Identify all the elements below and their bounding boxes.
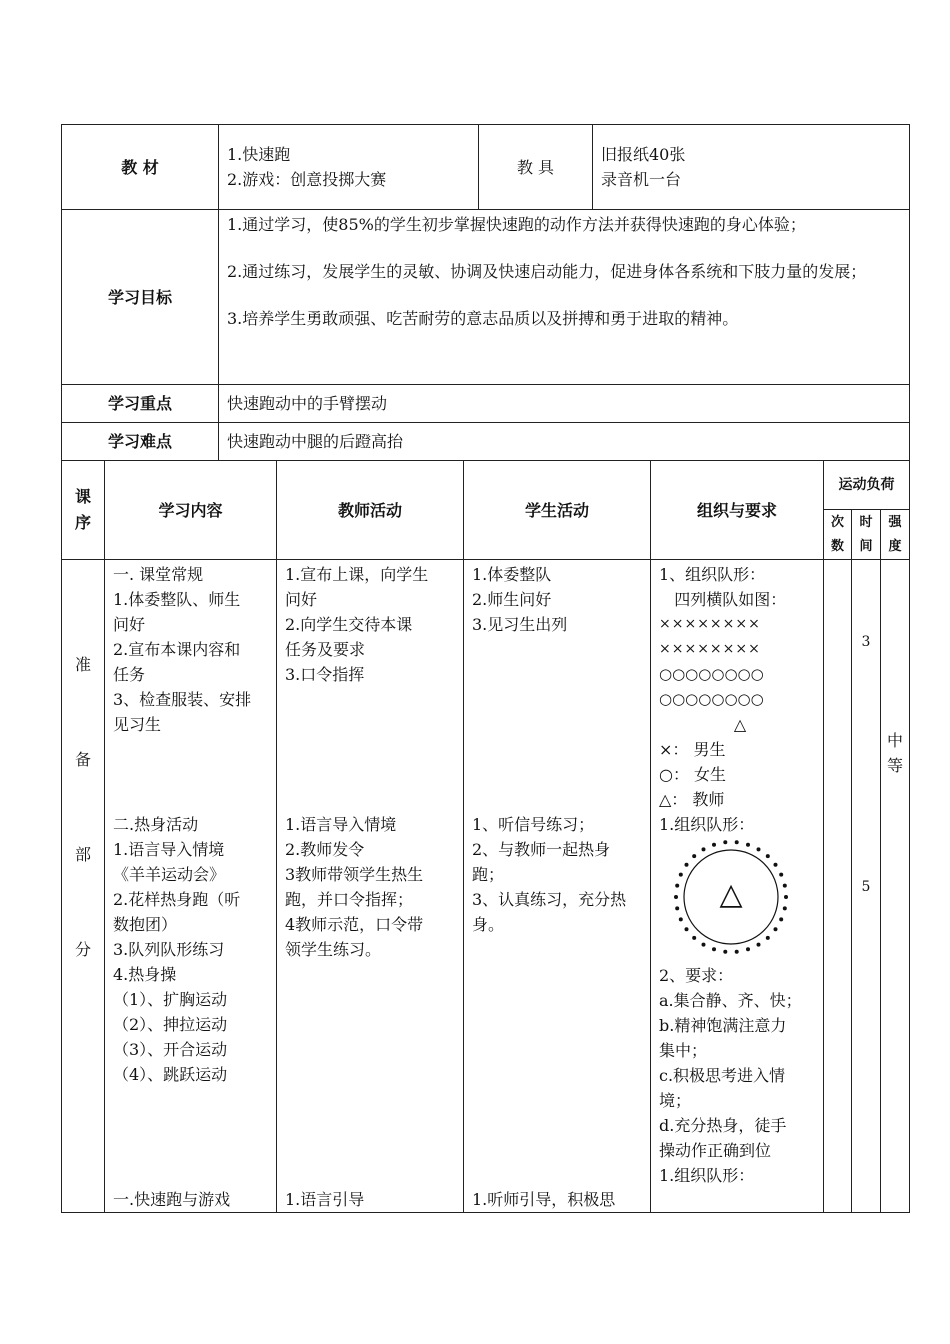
req-line: 操动作正确到位 — [659, 1141, 772, 1160]
section-label-char: 准 — [74, 655, 91, 674]
circle-formation-diagram — [669, 837, 799, 957]
student-dot — [679, 917, 683, 921]
teacher-line: 1.宣布上课，向学生 — [285, 565, 429, 584]
col-org: 组织与要求 — [651, 461, 824, 560]
col-intensity — [881, 510, 910, 560]
student-line: 1.体委整队 — [472, 565, 552, 584]
goal-item: 2.通过练习，发展学生的灵敏、协调及快速启动能力，促进身体各系统和下肢力量的发展； — [227, 262, 867, 281]
student-dot — [783, 906, 787, 910]
student-dot — [784, 895, 788, 899]
req-line: b.精神饱满注意力 — [659, 1016, 787, 1035]
content-line: 一. 课堂常规 — [113, 565, 204, 584]
material-line: 1.快速跑 — [227, 145, 291, 164]
req-line: 集中； — [659, 1041, 708, 1060]
student-dot — [692, 854, 696, 858]
goals-cell — [219, 210, 910, 385]
content-line: 数抱团） — [113, 915, 178, 934]
teacher-line: 问好 — [285, 590, 318, 609]
material-label: 教 材 — [62, 125, 219, 210]
student-dot — [675, 906, 679, 910]
equipment-label: 教 具 — [479, 125, 593, 210]
org-line: 1、组织队形： — [659, 565, 766, 584]
col-duration-label: 时间 — [859, 514, 873, 554]
equipment-cell — [593, 125, 910, 210]
student-line: 2、与教师一起热身 — [472, 840, 611, 859]
student-dot — [712, 843, 716, 847]
formation-row: ○○○○○○○○ — [659, 665, 764, 683]
student-dot — [723, 840, 727, 844]
content-line: （3）、开合运动 — [113, 1040, 228, 1059]
times-cell — [824, 560, 852, 1213]
lesson-process-table — [61, 460, 910, 1213]
org-line: 1.组织队形： — [659, 1166, 755, 1185]
section-label-char: 部 — [74, 845, 91, 864]
req-line: c.积极思考进入情 — [659, 1066, 786, 1085]
student-line: 3.见习生出列 — [472, 615, 568, 634]
content-cell — [105, 560, 277, 1213]
student-dot — [675, 884, 679, 888]
teacher-cell — [277, 560, 464, 1213]
req-line: 境； — [659, 1091, 692, 1110]
student-line: 2.师生问好 — [472, 590, 552, 609]
teacher-line: 1.语言引导 — [285, 1190, 365, 1209]
col-times-label: 次数 — [830, 514, 844, 554]
org-cell — [651, 560, 824, 1213]
content-line: 1.体委整队、师生 — [113, 590, 241, 609]
student-cell — [464, 560, 651, 1213]
req-line: a.集合静、齐、快； — [659, 991, 802, 1010]
student-dot — [692, 936, 696, 940]
teacher-line: 领学生练习。 — [285, 940, 382, 959]
equipment-line: 录音机一台 — [601, 170, 682, 189]
teacher-line: 2.教师发令 — [285, 840, 365, 859]
org-line: 四列横队如图： — [659, 590, 787, 609]
section-label-char: 分 — [74, 940, 91, 959]
lesson-info-table — [61, 124, 910, 461]
col-student: 学生活动 — [464, 461, 651, 560]
content-line: 问好 — [113, 615, 146, 634]
student-line: 3、认真练习，充分热 — [472, 890, 627, 909]
content-line: 2.宣布本课内容和 — [113, 640, 241, 659]
formation-teacher: △ — [733, 715, 747, 734]
duration-value: 5 — [861, 879, 871, 895]
content-line: 3、检查服装、安排 — [113, 690, 252, 709]
student-dot — [735, 840, 739, 844]
key-label: 学习重点 — [62, 385, 219, 423]
student-dot — [774, 863, 778, 867]
intensity-char: 中 — [886, 731, 903, 750]
intensity-cell — [881, 560, 910, 1213]
equipment-line: 旧报纸40张 — [601, 145, 686, 164]
teacher-line: 3.口令指挥 — [285, 665, 365, 684]
col-order — [62, 461, 105, 560]
section-label-char: 备 — [74, 750, 91, 769]
material-cell — [219, 125, 479, 210]
content-line: 2.花样热身跑（听 — [113, 890, 241, 909]
content-line: 3.队列队形练习 — [113, 940, 225, 959]
content-line: 二.热身活动 — [113, 815, 199, 834]
org-line: 1.组织队形： — [659, 815, 755, 834]
difficulty-label: 学习难点 — [62, 423, 219, 461]
content-line: 一.快速跑与游戏 — [113, 1190, 231, 1209]
col-teacher: 教师活动 — [277, 461, 464, 560]
goals-label: 学习目标 — [62, 210, 219, 385]
goal-item: 1.通过学习，使85%的学生初步掌握快速跑的动作方法并获得快速跑的身心体验； — [227, 215, 806, 234]
content-line: （4）、跳跃运动 — [113, 1065, 228, 1084]
req-line: 2、要求： — [659, 966, 734, 985]
student-dot — [779, 873, 783, 877]
material-line: 2.游戏：创意投掷大赛 — [227, 170, 387, 189]
student-dot — [723, 950, 727, 954]
col-duration — [852, 510, 881, 560]
formation-row: ×××××××× — [659, 616, 761, 632]
col-content: 学习内容 — [105, 461, 277, 560]
legend-line: ○： 女生 — [659, 765, 727, 784]
req-line: d.充分热身，徒手 — [659, 1116, 787, 1135]
student-line: 身。 — [472, 915, 505, 934]
content-line: 《羊羊运动会》 — [113, 865, 226, 884]
student-dot — [779, 917, 783, 921]
student-line: 1.听师引导，积极思 — [472, 1190, 616, 1209]
student-dot — [702, 847, 706, 851]
student-dot — [702, 943, 706, 947]
student-dot — [766, 936, 770, 940]
teacher-line: 1.语言导入情境 — [285, 815, 397, 834]
teacher-line: 3教师带领学生热生 — [285, 865, 424, 884]
formation-row: ○○○○○○○○ — [659, 690, 764, 708]
content-line: （1）、扩胸运动 — [113, 990, 228, 1009]
col-times — [824, 510, 852, 560]
student-dot — [685, 927, 689, 931]
teacher-line: 跑，并口令指挥； — [285, 890, 414, 909]
formation-row: ×××××××× — [659, 641, 761, 657]
student-dot — [783, 884, 787, 888]
student-dot — [712, 947, 716, 951]
goal-item: 3.培养学生勇敢顽强、吃苦耐劳的意志品质以及拼搏和勇于进取的精神。 — [227, 309, 739, 328]
content-line: 1.语言导入情境 — [113, 840, 225, 859]
teacher-line: 任务及要求 — [285, 640, 366, 659]
teacher-line: 2.向学生交待本课 — [285, 615, 413, 634]
student-dot — [774, 927, 778, 931]
key-value: 快速跑动中的手臂摆动 — [219, 385, 910, 423]
circle-center-teacher: △ — [719, 877, 743, 912]
col-order-label: 课序 — [74, 487, 91, 532]
legend-line: ×： 男生 — [659, 740, 726, 759]
content-line: （2）、抻拉运动 — [113, 1015, 228, 1034]
student-dot — [757, 943, 761, 947]
content-line: 见习生 — [113, 715, 162, 734]
student-dot — [679, 873, 683, 877]
col-load: 运动负荷 — [824, 461, 910, 510]
content-line: 任务 — [113, 665, 146, 684]
student-dot — [746, 843, 750, 847]
intensity-char: 等 — [886, 756, 903, 775]
duration-value: 3 — [861, 634, 871, 650]
student-dot — [685, 863, 689, 867]
legend-line: △： 教师 — [659, 790, 725, 809]
student-dot — [674, 895, 678, 899]
teacher-line: 4教师示范，口令带 — [285, 915, 424, 934]
col-intensity-label: 强度 — [888, 514, 902, 554]
student-line: 跑； — [472, 865, 505, 884]
duration-cell — [852, 560, 881, 1213]
content-line: 4.热身操 — [113, 965, 177, 984]
difficulty-value: 快速跑动中腿的后蹬高抬 — [219, 423, 910, 461]
student-dot — [746, 947, 750, 951]
section-label — [62, 560, 105, 1213]
student-dot — [735, 950, 739, 954]
student-line: 1、听信号练习； — [472, 815, 595, 834]
student-dot — [757, 847, 761, 851]
student-dot — [766, 854, 770, 858]
